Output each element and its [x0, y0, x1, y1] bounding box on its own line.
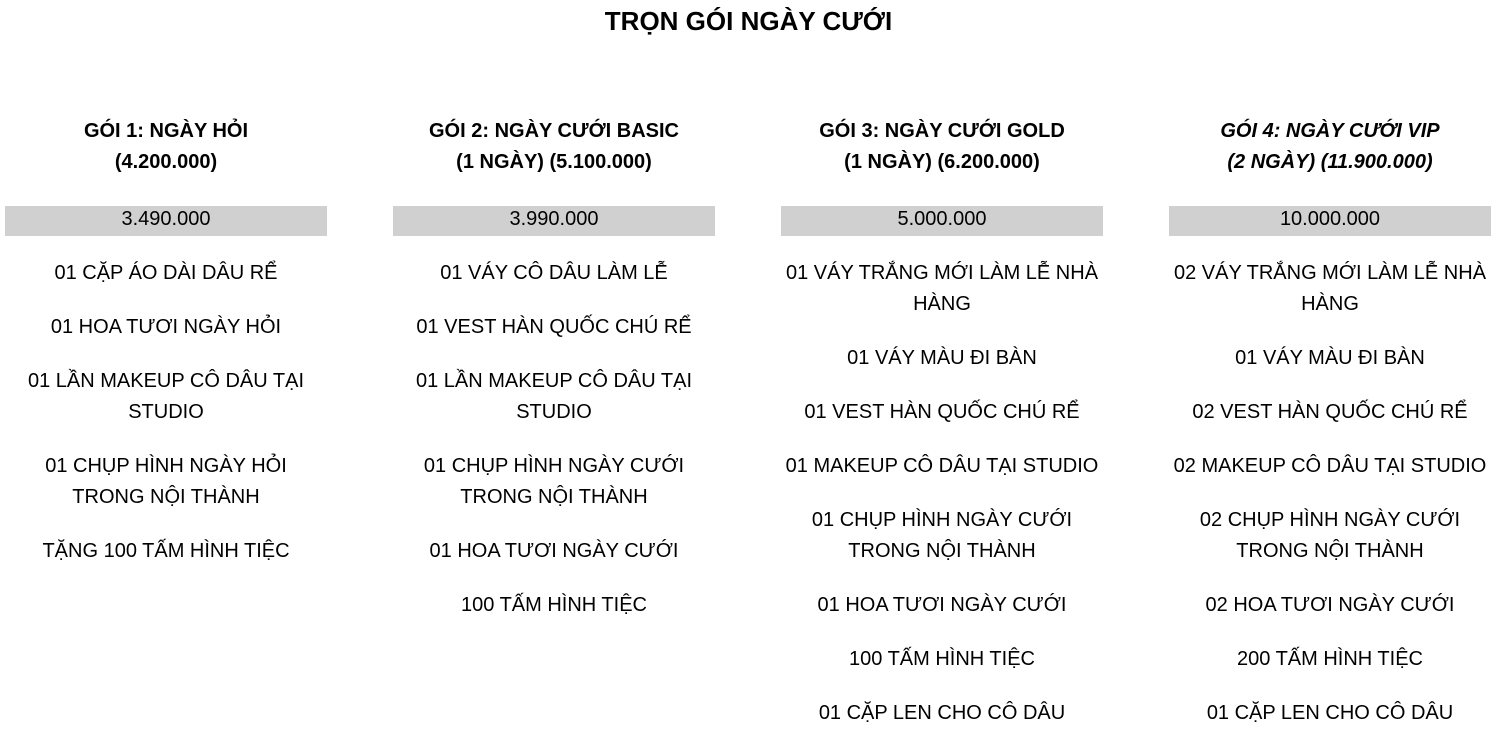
list-item: 01 LẦN MAKEUP CÔ DÂU TẠI STUDIO	[415, 370, 692, 423]
package-title-line1: GÓI 4: NGÀY CƯỚI VIP	[1220, 120, 1440, 142]
package-title-line2: (4.200.000)	[114, 151, 218, 173]
list-item: 01 VEST HÀN QUỐC CHÚ RỂ	[416, 316, 692, 338]
package-column-2	[393, 116, 715, 644]
package-title-line2: (1 NGÀY) (5.100.000)	[456, 151, 652, 173]
package-items	[5, 258, 327, 567]
list-item: 100 TẤM HÌNH TIỆC	[849, 648, 1035, 670]
package-column-3	[781, 116, 1103, 752]
list-item: 02 VEST HÀN QUỐC CHÚ RỂ	[1192, 401, 1468, 423]
list-item: TẶNG 100 TẤM HÌNH TIỆC	[42, 540, 290, 562]
package-items	[1169, 258, 1491, 729]
package-column-4	[1169, 116, 1491, 752]
list-item: 01 CHỤP HÌNH NGÀY CƯỚI TRONG NỘI THÀNH	[423, 455, 685, 508]
list-item: 01 HOA TƯƠI NGÀY CƯỚI	[817, 594, 1067, 616]
package-price: 5.000.000	[781, 206, 1103, 236]
package-title-line2: (2 NGÀY) (11.900.000)	[1227, 151, 1433, 173]
package-column-1	[5, 116, 327, 590]
package-title	[5, 116, 327, 206]
list-item: 02 CHỤP HÌNH NGÀY CƯỚI TRONG NỘI THÀNH	[1199, 509, 1461, 562]
list-item: 02 HOA TƯƠI NGÀY CƯỚI	[1205, 594, 1455, 616]
package-price: 3.490.000	[5, 206, 327, 236]
list-item: 01 HOA TƯƠI NGÀY CƯỚI	[429, 540, 679, 562]
list-item: 01 MAKEUP CÔ DÂU TẠI STUDIO	[785, 455, 1099, 477]
package-items	[393, 258, 715, 621]
list-item: 02 MAKEUP CÔ DÂU TẠI STUDIO	[1173, 455, 1487, 477]
list-item: 01 VÁY MÀU ĐI BÀN	[847, 347, 1037, 369]
package-title-line2: (1 NGÀY) (6.200.000)	[844, 151, 1040, 173]
list-item: 100 TẤM HÌNH TIỆC	[461, 594, 647, 616]
list-item: 01 HOA TƯƠI NGÀY HỎI	[50, 316, 282, 338]
list-item: 01 CHỤP HÌNH NGÀY HỎI TRONG NỘI THÀNH	[45, 455, 287, 508]
package-price: 3.990.000	[393, 206, 715, 236]
package-items	[781, 258, 1103, 729]
package-title-line1: GÓI 2: NGÀY CƯỚI BASIC	[429, 120, 679, 142]
package-title	[1169, 116, 1491, 206]
list-item: 01 CẶP ÁO DÀI DÂU RỂ	[54, 262, 278, 284]
package-title-line1: GÓI 3: NGÀY CƯỚI GOLD	[819, 120, 1065, 142]
list-item: 01 CẶP LEN CHO CÔ DÂU	[818, 702, 1066, 724]
list-item: 01 LẦN MAKEUP CÔ DÂU TẠI STUDIO	[27, 370, 304, 423]
package-price: 10.000.000	[1169, 206, 1491, 236]
list-item: 01 CHỤP HÌNH NGÀY CƯỚI TRONG NỘI THÀNH	[811, 509, 1073, 562]
package-title	[393, 116, 715, 206]
page-title: TRỌN GÓI NGÀY CƯỚI	[604, 6, 893, 36]
list-item: 01 CẶP LEN CHO CÔ DÂU	[1206, 702, 1454, 724]
list-item: 01 VÁY CÔ DÂU LÀM LỄ	[440, 262, 668, 284]
package-title-line1: GÓI 1: NGÀY HỎI	[83, 120, 249, 142]
package-title	[781, 116, 1103, 206]
list-item: 02 VÁY TRẮNG MỚI LÀM LỄ NHÀ HÀNG	[1173, 262, 1487, 315]
list-item: 01 VEST HÀN QUỐC CHÚ RỂ	[804, 401, 1080, 423]
list-item: 01 VÁY TRẮNG MỚI LÀM LỄ NHÀ HÀNG	[785, 262, 1099, 315]
list-item: 01 VÁY MÀU ĐI BÀN	[1235, 347, 1425, 369]
list-item: 200 TẤM HÌNH TIỆC	[1237, 648, 1423, 670]
